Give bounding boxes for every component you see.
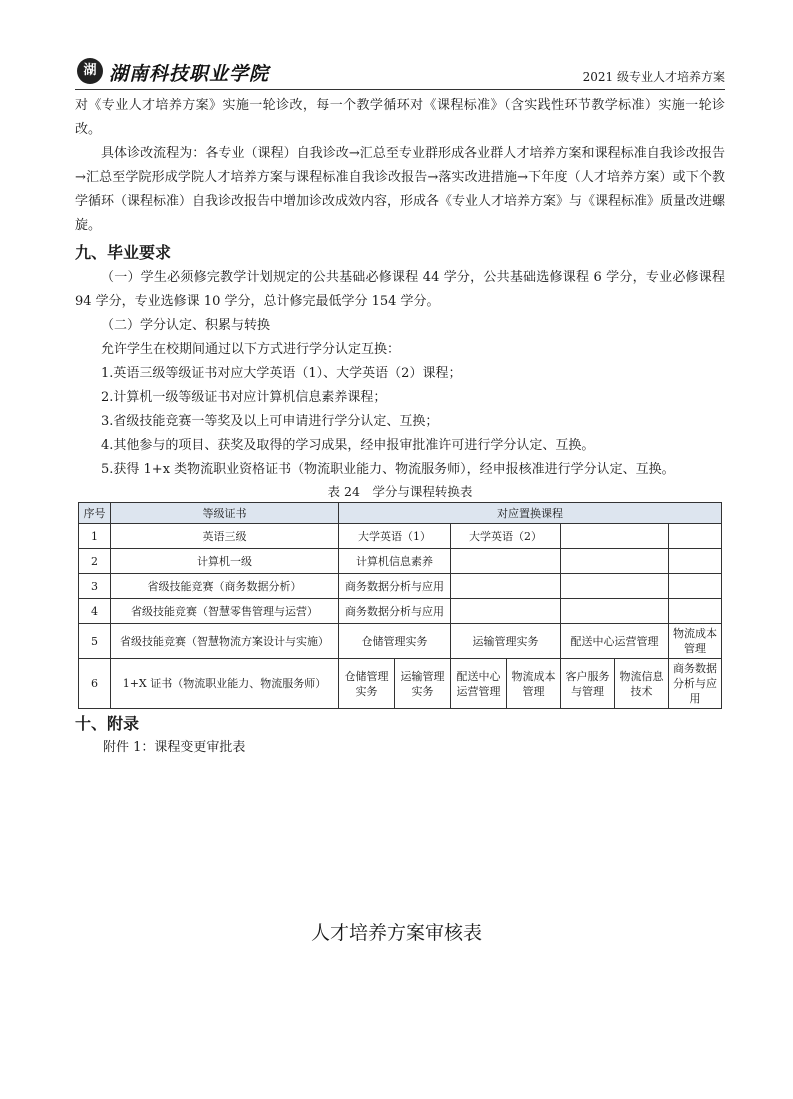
cell-cert: 英语三级	[111, 524, 339, 549]
cell-course: 物流成本管理	[507, 659, 561, 709]
cell-empty	[561, 549, 669, 574]
cell-course: 商务数据分析与应用	[339, 599, 451, 624]
cell-empty	[451, 599, 561, 624]
appendix-item: 附件 1：课程变更审批表	[103, 740, 246, 755]
cell-course: 配送中心运营管理	[561, 624, 669, 659]
paragraph-diagnosis-process: 具体诊改流程为：各专业（课程）自我诊改→汇总至专业群形成各业群人才培养方案和课程标准自我诊改报告→汇总至学院形成学院人才培养方案与课程标准自我诊改报告→落实改进措施→下年度（人才培养方案）或下个教学循环（课程标准）自我诊改报告中增加诊改成效内容，形成各《专业人才培养方案》与《课程标准》质量改进螺旋。	[75, 146, 726, 233]
paragraph-diagnosis-cycle: 对《专业人才培养方案》实施一轮诊改，每一个教学循环对《课程标准》（含实践性环节教学标准）实施一轮诊改。	[75, 98, 725, 137]
cell-empty	[669, 549, 722, 574]
header-seq: 序号	[79, 503, 111, 524]
cell-seq: 5	[79, 624, 111, 659]
cell-cert: 省级技能竞赛（商务数据分析）	[111, 574, 339, 599]
cell-course: 物流信息技术	[615, 659, 669, 709]
cell-course: 商务数据分析与应用	[669, 659, 722, 709]
review-form-title: 人才培养方案审核表	[310, 922, 482, 944]
cell-empty	[669, 524, 722, 549]
paragraph-credit-transfer-intro: 允许学生在校期间通过以下方式进行学分认定互换：	[101, 342, 401, 357]
header-courses: 对应置换课程	[339, 503, 722, 524]
page-header	[75, 52, 725, 88]
cell-course: 商务数据分析与应用	[339, 574, 451, 599]
list-item: 4.其他参与的项目、获奖及取得的学习成果，经申报审批准许可进行学分认定、互换。	[101, 438, 595, 453]
cell-course: 运输管理实务	[395, 659, 451, 709]
cell-seq: 2	[79, 549, 111, 574]
cell-empty	[561, 574, 669, 599]
table-row	[79, 599, 722, 624]
header-rule	[75, 89, 725, 90]
cell-seq: 3	[79, 574, 111, 599]
cell-empty	[561, 524, 669, 549]
table-row	[79, 524, 722, 549]
table-row	[79, 549, 722, 574]
credit-transfer-table	[78, 502, 722, 709]
cell-course: 大学英语（1）	[339, 524, 451, 549]
section-graduation-heading: 九、毕业要求	[75, 243, 172, 262]
page-content	[75, 94, 725, 759]
table-row	[79, 574, 722, 599]
cell-empty	[561, 599, 669, 624]
cell-course: 客户服务与管理	[561, 659, 615, 709]
school-logo-seal: 湖	[77, 58, 103, 84]
cell-seq: 1	[79, 524, 111, 549]
paragraph-credit-transfer-title: （二）学分认定、积累与转换	[101, 318, 271, 333]
header-cert: 等级证书	[111, 503, 339, 524]
list-item: 5.获得 1+x 类物流职业资格证书（物流职业能力、物流服务师），经申报核准进行学分认定、互换。	[101, 462, 675, 477]
cell-course: 大学英语（2）	[451, 524, 561, 549]
table-header-row	[79, 503, 722, 524]
cell-course: 仓储管理实务	[339, 624, 451, 659]
cell-course: 配送中心运营管理	[451, 659, 507, 709]
cell-empty	[451, 574, 561, 599]
cell-course: 运输管理实务	[451, 624, 561, 659]
cell-cert: 省级技能竞赛（智慧物流方案设计与实施）	[111, 624, 339, 659]
paragraph-credit-requirements: （一）学生必须修完教学计划规定的公共基础必修课程 44 学分，公共基础选修课程 6 学分，专业必修课程 94 学分，专业选修课 10 学分，总计修完最低学分 154 学分。	[75, 270, 725, 309]
cell-empty	[669, 574, 722, 599]
cell-course: 计算机信息素养	[339, 549, 451, 574]
list-item: 3.省级技能竞赛一等奖及以上可申请进行学分认定、互换；	[101, 414, 439, 429]
cell-cert: 省级技能竞赛（智慧零售管理与运营）	[111, 599, 339, 624]
table-caption: 表 24 学分与课程转换表	[327, 484, 473, 499]
cell-course: 仓储管理实务	[339, 659, 395, 709]
section-appendix-heading: 十、附录	[75, 714, 140, 733]
cell-cert: 1+X 证书（物流职业能力、物流服务师）	[111, 659, 339, 709]
cell-cert: 计算机一级	[111, 549, 339, 574]
cell-empty	[451, 549, 561, 574]
cell-seq: 6	[79, 659, 111, 709]
school-logo-name: 湖南科技职业学院	[109, 63, 270, 85]
cell-seq: 4	[79, 599, 111, 624]
table-row	[79, 659, 722, 709]
header-document-title: 2021 级专业人才培养方案	[582, 70, 725, 84]
cell-empty	[669, 599, 722, 624]
table-row	[79, 624, 722, 659]
cell-course: 物流成本管理	[669, 624, 722, 659]
list-item: 2.计算机一级等级证书对应计算机信息素养课程；	[101, 390, 387, 405]
list-item: 1.英语三级等级证书对应大学英语（1）、大学英语（2）课程；	[101, 366, 462, 381]
